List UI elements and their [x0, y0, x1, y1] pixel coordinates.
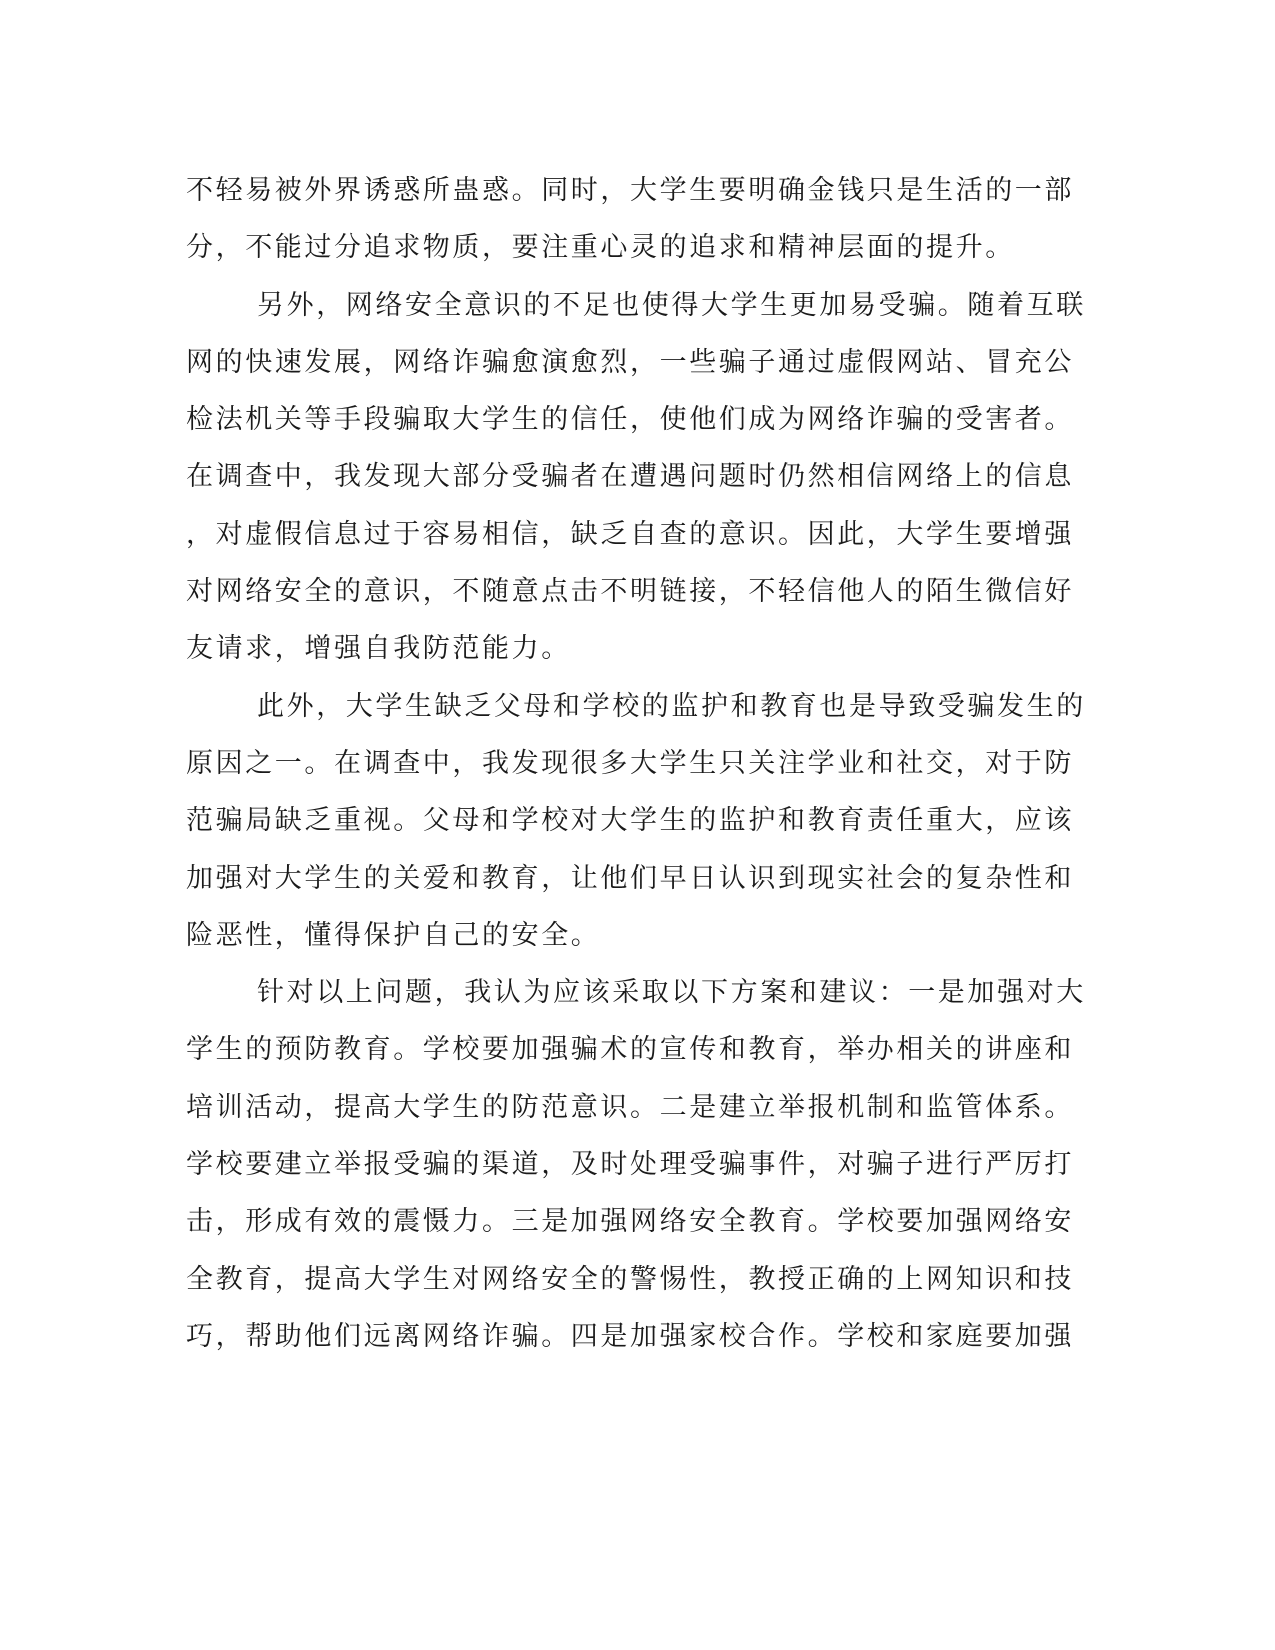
- text-line: 不轻易被外界诱惑所蛊惑。同时，大学生要明确金钱只是生活的一部: [186, 175, 1074, 206]
- text-line: 另外，网络安全意识的不足也使得大学生更加易受骗。随着互联: [257, 289, 1086, 321]
- text-line: 网的快速发展，网络诈骗愈演愈烈，一些骗子通过虚假网站、冒充公: [186, 346, 1074, 378]
- text-line: 对网络安全的意识，不随意点击不明链接，不轻信他人的陌生微信好: [186, 576, 1074, 608]
- text-line: 全教育，提高大学生对网络安全的警惕性，教授正确的上网知识和技: [186, 1263, 1074, 1295]
- text-line: 培训活动，提高大学生的防范意识。二是建立举报机制和监管体系。: [186, 1091, 1074, 1123]
- text-line: 此外，大学生缺乏父母和学校的监护和教育也是导致受骗发生的: [257, 690, 1086, 722]
- text-line: 检法机关等手段骗取大学生的信任，使他们成为网络诈骗的受害者。: [186, 404, 1074, 436]
- text-line: 加强对大学生的关爱和教育，让他们早日认识到现实社会的复杂性和: [186, 862, 1074, 894]
- text-line: ，对虚假信息过于容易相信，缺乏自查的意识。因此，大学生要增强: [186, 518, 1074, 550]
- text-line: 学生的预防教育。学校要加强骗术的宣传和教育，举办相关的讲座和: [186, 1034, 1074, 1066]
- text-line: 险恶性，懂得保护自己的安全。: [186, 919, 601, 951]
- text-line: 学校要建立举报受骗的渠道，及时处理受骗事件，对骗子进行严厉打: [186, 1149, 1074, 1181]
- text-line: 原因之一。在调查中，我发现很多大学生只关注学业和社交，对于防: [186, 747, 1074, 779]
- text-line: 友请求，增强自我防范能力。: [186, 633, 571, 665]
- text-line: 范骗局缺乏重视。父母和学校对大学生的监护和教育责任重大，应该: [186, 805, 1074, 837]
- document-body: [186, 162, 1086, 1365]
- text-line: 击，形成有效的震慑力。三是加强网络安全教育。学校要加强网络安: [186, 1206, 1074, 1238]
- text-line: 针对以上问题，我认为应该采取以下方案和建议：一是加强对大: [257, 977, 1086, 1009]
- text-line: 分，不能过分追求物质，要注重心灵的追求和精神层面的提升。: [186, 232, 1015, 264]
- text-line: 巧，帮助他们远离网络诈骗。四是加强家校合作。学校和家庭要加强: [186, 1320, 1074, 1352]
- text-line: 在调查中，我发现大部分受骗者在遭遇问题时仍然相信网络上的信息: [186, 461, 1074, 493]
